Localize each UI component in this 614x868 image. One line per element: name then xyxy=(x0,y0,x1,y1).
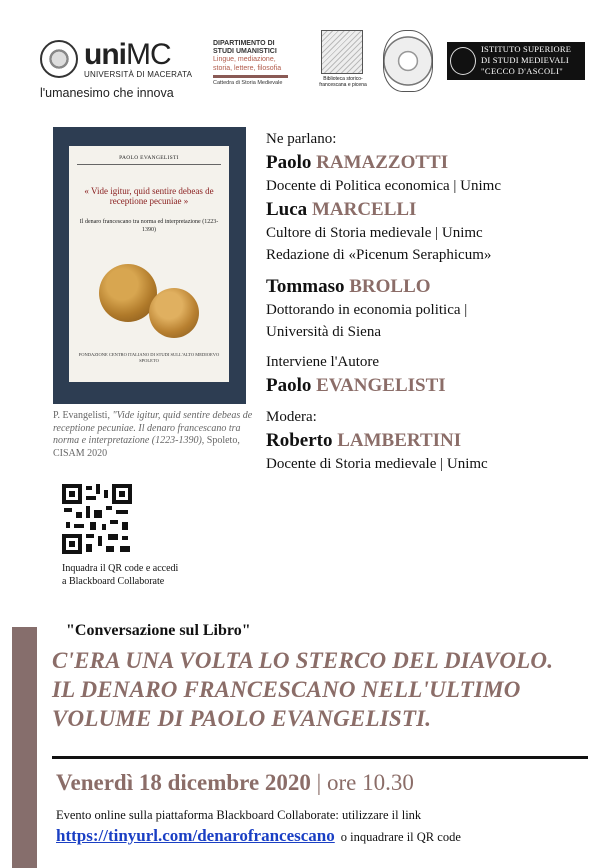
online-info: Evento online sulla piattaforma Blackboard Collaborate: utilizzare il link xyxy=(56,808,422,822)
speaker-role-2: Redazione di «Picenum Seraphicum» xyxy=(266,247,492,263)
speaker-name xyxy=(266,274,596,299)
speakers-intro: Ne parlano: xyxy=(266,131,337,147)
speaker-first-name: Paolo xyxy=(266,152,312,173)
book-author: PAOLO EVANGELISTI xyxy=(119,155,179,161)
isme-line-1: ISTITUTO SUPERIORE xyxy=(481,44,572,54)
event-title-line-2: IL DENARO FRANCESCANO NELL'ULTIMO xyxy=(52,677,521,702)
isme-logo xyxy=(447,42,585,80)
qr-caption xyxy=(62,562,232,588)
book-rule xyxy=(77,164,221,165)
speaker-first-name: Tommaso xyxy=(266,276,345,297)
author-last-name: EVANGELISTI xyxy=(316,375,446,396)
event-title-line-1: C'ERA UNA VOLTA LO STERCO DEL DIAVOLO. xyxy=(52,648,554,673)
dept-divider xyxy=(213,75,288,78)
qr-code[interactable] xyxy=(62,484,132,554)
university-motto: l'umanesimo che innova xyxy=(40,86,174,100)
event-datetime xyxy=(56,770,414,796)
event-time: ore 10.30 xyxy=(327,770,414,795)
speaker-name xyxy=(266,197,596,222)
wordmark-bold: uni xyxy=(84,38,126,71)
datetime-separator: | xyxy=(316,770,322,795)
isme-line-3: "CECCO D'ASCOLI" xyxy=(481,66,564,76)
moderator-last-name: LAMBERTINI xyxy=(337,430,462,451)
speaker-role: Cultore di Storia medievale | Unimc xyxy=(266,225,483,241)
event-date: Venerdì 18 dicembre 2020 xyxy=(56,770,311,795)
event-kicker: "Conversazione sul Libro" xyxy=(66,622,251,639)
qr-caption-1: Inquadra il QR code e accedi xyxy=(62,563,179,574)
event-link[interactable]: https://tinyurl.com/denarofrancescano xyxy=(56,826,335,845)
franciscan-seal-icon xyxy=(383,30,433,92)
dept-sub-2: storia, lettere, filosofia xyxy=(213,64,282,72)
caption-title: "Vide igitur, quid sentire debeas de receptione pecuniae. Il denaro francescano tra norma e interpretazione (1223-1390) xyxy=(53,410,253,446)
speaker-role-2: Università di Siena xyxy=(266,324,381,340)
biblioteca-emblem-icon xyxy=(321,30,363,74)
book-publisher: FONDAZIONE CENTRO ITALIANO DI STUDI SULL'ALTO MEDIOEVO SPOLETO xyxy=(78,352,220,363)
dept-title-2: STUDI UMANISTICI xyxy=(213,48,277,55)
biblioteca-logo xyxy=(315,30,371,106)
university-name: UNIVERSITÀ DI MACERATA xyxy=(84,70,193,79)
author-first-name: Paolo xyxy=(266,375,312,396)
wordmark-light: MC xyxy=(126,38,171,71)
divider xyxy=(52,756,588,759)
qr-caption-2: a Blackboard Collaborate xyxy=(62,576,165,587)
link-row xyxy=(56,826,461,846)
book-cover-page xyxy=(69,146,229,382)
dept-sub-1: Lingue, mediazione, xyxy=(213,56,276,63)
speaker-role: Docente di Politica economica | Unimc xyxy=(266,178,502,194)
unimc-logo xyxy=(40,38,193,100)
dept-title-1: DIPARTIMENTO DI xyxy=(213,40,275,47)
caption-rest: , Spoleto, CISAM 2020 xyxy=(53,435,240,459)
author-intro: Interviene l'Autore xyxy=(266,354,380,370)
coin-image-2 xyxy=(149,288,199,338)
caption-author: P. Evangelisti, xyxy=(53,410,113,421)
isme-line-2: DI STUDI MEDIEVALI xyxy=(481,55,569,65)
dept-chair: Cattedra di Storia Medievale xyxy=(213,80,283,86)
speaker-last-name: MARCELLI xyxy=(311,199,417,220)
isme-emblem-icon xyxy=(450,47,476,75)
accent-bar xyxy=(12,627,37,868)
book-caption xyxy=(53,410,253,460)
speaker-role: Dottorando in economia politica | xyxy=(266,302,468,318)
moderator-name xyxy=(266,428,596,453)
speaker-last-name: RAMAZZOTTI xyxy=(316,152,449,173)
speaker-last-name: BROLLO xyxy=(349,276,431,297)
book-subtitle: Il denaro francescano tra norma ed interpretazione (1223-1390) xyxy=(79,219,219,233)
university-seal-icon xyxy=(40,40,78,78)
moderator-role: Docente di Storia medievale | Unimc xyxy=(266,456,488,472)
event-title-line-3: VOLUME DI PAOLO EVANGELISTI. xyxy=(52,706,432,731)
biblioteca-caption-1: Biblioteca storico- xyxy=(323,76,363,82)
speaker-name xyxy=(266,150,596,175)
unimc-wordmark xyxy=(84,40,171,70)
book-cover xyxy=(53,127,246,404)
or-qr-text: o inquadrare il QR code xyxy=(340,830,461,844)
book-title: « Vide igitur, quid sentire debeas de receptione pecuniae » xyxy=(84,186,214,206)
event-title xyxy=(52,646,602,733)
biblioteca-caption-2: francescana e picena xyxy=(319,82,367,88)
header-logos xyxy=(0,0,614,110)
department-logo xyxy=(213,40,313,100)
author-name xyxy=(266,373,596,398)
moderator-first-name: Roberto xyxy=(266,430,333,451)
speaker-first-name: Luca xyxy=(266,199,308,220)
biblioteca-caption xyxy=(315,76,371,88)
moderator-intro: Modera: xyxy=(266,409,317,425)
speakers-list xyxy=(266,128,596,475)
